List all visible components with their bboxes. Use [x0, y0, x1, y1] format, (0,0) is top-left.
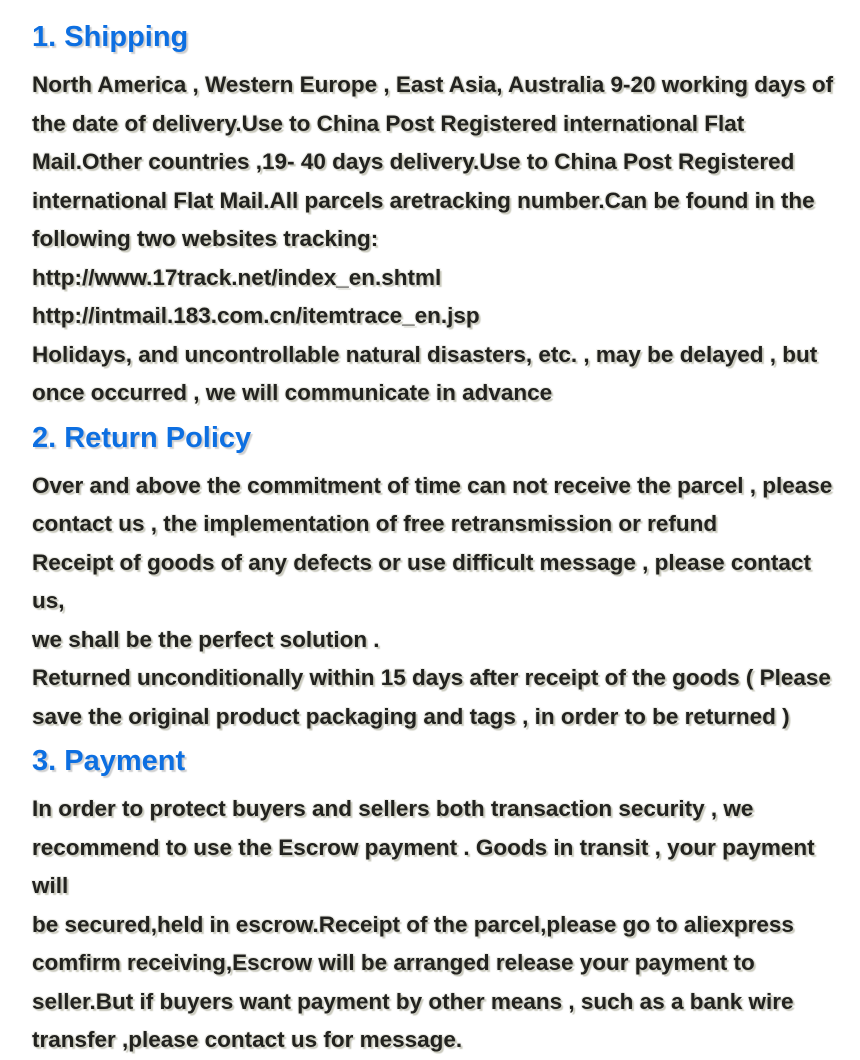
payment-line: seller.But if buyers want payment by other means , such as a bank wire — [32, 988, 794, 1014]
shipping-line: international Flat Mail.All parcels aretracking number.Can be found in the — [32, 187, 815, 213]
payment-line: comfirm receiving,Escrow will be arranged release your payment to — [32, 950, 755, 975]
section-return-policy — [32, 417, 840, 737]
return-policy-line: we shall be the perfect solution . — [32, 626, 380, 652]
shipping-line: Mail.Other countries ,19- 40 days delivery.Use to China Post Registered — [32, 149, 795, 174]
tracking-url-17track: http://www.17track.net/index_en.shtml — [32, 264, 442, 290]
return-policy-line: Over and above the commitment of time can not receive the parcel , please — [32, 472, 833, 498]
shipping-heading: 1. Shipping — [32, 21, 189, 53]
payment-line: In order to protect buyers and sellers both transaction security , we — [32, 796, 754, 821]
payment-heading: 3. Payment — [32, 745, 186, 777]
return-policy-line: Receipt of goods of any defects or use difficult message , please contact us, — [32, 549, 811, 613]
shipping-line: following two websites tracking: — [32, 226, 379, 251]
return-policy-line: Returned unconditionally within 15 days after receipt of the goods ( Please — [32, 665, 831, 690]
shipping-line: Holidays, and uncontrollable natural disasters, etc. , may be delayed , but — [32, 341, 818, 367]
shipping-line: once occurred , we will communicate in advance — [32, 380, 553, 405]
shipping-line: the date of delivery.Use to China Post Registered international Flat — [32, 110, 745, 136]
payment-line: recommend to use the Escrow payment . Goods in transit , your payment will — [32, 834, 815, 898]
shipping-line: North America , Western Europe , East Asia, Australia 9-20 working days of — [32, 72, 834, 97]
section-payment — [32, 740, 840, 1060]
payment-line: transfer ,please contact us for message. — [32, 1027, 463, 1052]
return-policy-heading: 2. Return Policy — [32, 421, 252, 454]
payment-line: be secured,held in escrow.Receipt of the parcel,please go to aliexpress — [32, 911, 794, 937]
return-policy-line: contact us , the implementation of free retransmission or refund — [32, 511, 718, 536]
return-policy-line: save the original product packaging and tags , in order to be returned ) — [32, 703, 790, 729]
tracking-url-intmail: http://intmail.183.com.cn/itemtrace_en.jsp — [32, 303, 480, 328]
section-shipping — [32, 16, 840, 413]
